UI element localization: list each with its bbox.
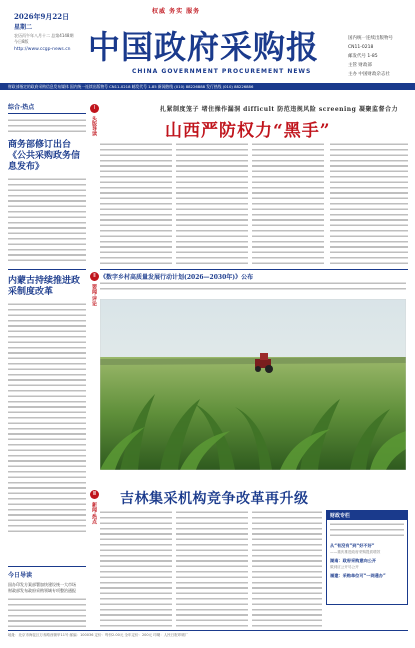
- masthead-band-text: 财政部指定的政府采购信息发布媒体 国内统一连续出版物号 CN11-0218 邮发代号 1-85 新闻热线 (010) 88226888 发行热线 (010) 88226886: [8, 84, 254, 89]
- footer-info: 地址：北京市海淀区万寿路西街甲11号 邮编：100036 定价：每份2.00元 全年定价：200元 印刷：人民日报印刷厂: [8, 633, 189, 637]
- second-story-col-3: [252, 510, 322, 628]
- right-info-line: CN11-0218: [348, 45, 374, 50]
- footer-divider: [8, 630, 408, 631]
- side-label-c: 新闻·热点: [91, 502, 97, 524]
- newspaper-logo-english: CHINA GOVERNMENT PROCUREMENT NEWS: [132, 68, 312, 75]
- second-story-headline[interactable]: 吉林集采机构竞争改革再升级: [120, 491, 309, 507]
- finance-column-item-sub: 做到应公开尽公开: [330, 565, 359, 569]
- main-article-col-2: [176, 142, 248, 266]
- cornfield-photo-graphic: [100, 299, 406, 470]
- divider: [8, 269, 86, 270]
- second-story-col-2: [176, 510, 248, 628]
- today-guide-line[interactable]: 国办印发方案部署加快建设统一大市场: [8, 582, 76, 587]
- newspaper-logo: 中国政府采购报: [88, 28, 320, 66]
- side-label-a: 头版导读: [91, 116, 97, 136]
- side-label-b: 要闻·评论: [91, 284, 97, 306]
- section-badge-a: Ⅰ: [90, 104, 99, 113]
- finance-column-item[interactable]: 福建：采购单位可“一网通办”: [330, 573, 386, 578]
- finance-column-head: 财政专栏: [327, 511, 407, 520]
- left-section-head: 综合·热点: [8, 102, 86, 114]
- main-article-col-1: [100, 142, 172, 266]
- today-guide-box: [8, 566, 86, 630]
- divider: [100, 269, 408, 270]
- issue-date: 2026年9月22日: [14, 12, 70, 21]
- masthead-tagline: 权威 务实 服务: [152, 8, 201, 15]
- cornfield-photo: [100, 299, 406, 470]
- issue-info: 农历丙午年八月十二 总第4148期 今日8版: [14, 33, 74, 44]
- main-headline[interactable]: 山西严防权力“黑手”: [165, 121, 331, 141]
- finance-column-box: [326, 510, 408, 605]
- today-guide-title: 今日导读: [8, 572, 33, 579]
- right-info-line: 主办 中国财政杂志社: [348, 72, 390, 77]
- website-link[interactable]: http://www.ccgp-news.cn: [14, 47, 71, 52]
- main-article-col-3: [252, 142, 324, 266]
- right-info-line: 主管 财政部: [348, 63, 372, 68]
- left-article-1-body: [8, 177, 86, 265]
- today-guide-line[interactable]: 财政部发布政府采购领域专项整治通报: [8, 588, 76, 593]
- left-column: [8, 102, 86, 534]
- second-story-col-1: [100, 510, 172, 628]
- today-guide-body: [8, 597, 86, 627]
- finance-column-item[interactable]: 湖南：政府采购意向公开: [330, 558, 377, 563]
- right-info-line: 国内统一连续出版物号: [348, 36, 393, 41]
- main-article-col-4: [330, 142, 408, 266]
- lead-story-body: [100, 281, 406, 293]
- right-info-line: 邮发代号 1-85: [348, 54, 378, 59]
- left-headline-2[interactable]: 内蒙古持续推进政采制度改革: [8, 276, 81, 297]
- finance-column-item-sub: ——重庆推进政府采购提质增效: [330, 550, 381, 554]
- finance-column-item[interactable]: 从“有没有”到“好不好”: [330, 543, 375, 548]
- lead-story-title[interactable]: 《数字乡村高质量发展行动计划(2026—2030年)》公布: [100, 274, 254, 281]
- main-kicker: 扎紧制度笼子 堵住操作漏洞 difficult 防范违规风险 screening 凝聚监督合力: [160, 106, 398, 113]
- section-badge-c: Ⅲ: [90, 490, 99, 499]
- section-badge-b: Ⅱ: [90, 272, 99, 281]
- finance-column-intro: [330, 522, 404, 540]
- left-intro-text: [8, 118, 86, 136]
- left-headline-1[interactable]: 商务部修订出台《公共采购政务信息发布》: [8, 140, 81, 172]
- left-article-2-body: [8, 302, 86, 534]
- issue-weekday: 星期二: [14, 24, 33, 31]
- masthead-right-info: [348, 34, 408, 79]
